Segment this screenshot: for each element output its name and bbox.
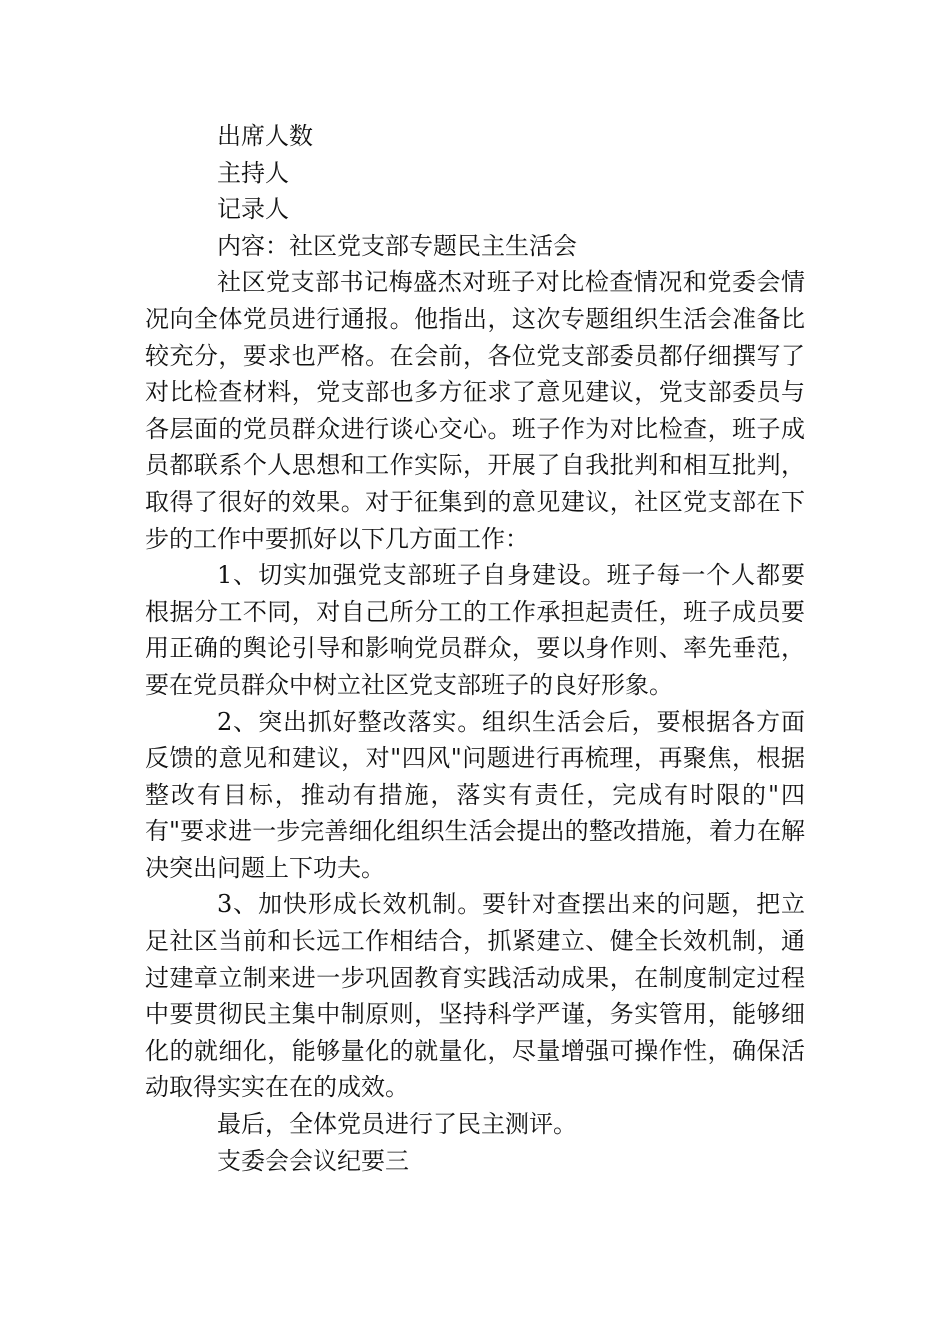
attendance-label: 出席人数 bbox=[217, 122, 313, 150]
host-label: 主持人 bbox=[217, 158, 289, 187]
paragraph-point-2: 2、突出抓好整改落实。组织生活会后，要根据各方面反馈的意见和建议，对"四风"问题进行再梳理，再聚焦，根据整改有目标，推动有措施，落实有责任，完成有时限的"四有"要求进一步完善细化组织生活会提出的整改措施，着力在解决突出问题上下功夫。 bbox=[145, 707, 805, 882]
content-title: 内容：社区党支部专题民主生活会 bbox=[217, 231, 577, 260]
paragraph-point-1: 1、切实加强党支部班子自身建设。班子每一个人都要根据分工不同，对自己所分工的工作承担起责任，班子成员要用正确的舆论引导和影响党员群众，要以身作则、率先垂范，要在党员群众中树立社区党支部班子的良好形象。 bbox=[145, 561, 805, 699]
paragraph-point-3: 3、加快形成长效机制。要针对查摆出来的问题，把立足社区当前和长远工作相结合，抓紧建立、健全长效机制，通过建章立制来进一步巩固教育实践活动成果，在制度制定过程中要贯彻民主集中制原则，坚持科学严谨，务实管用，能够细化的就细化，能够量化的就量化，尽量增强可操作性，确保活动取得实实在在的成效。 bbox=[145, 890, 805, 1102]
recorder-label: 记录人 bbox=[217, 195, 289, 224]
closing-evaluation: 最后，全体党员进行了民主测评。 bbox=[217, 1110, 577, 1139]
document-body bbox=[145, 118, 805, 1179]
paragraph-report: 社区党支部书记梅盛杰对班子对比检查情况和党委会情况向全体党员进行通报。他指出，这次专题组织生活会准备比较充分，要求也严格。在会前，各位党支部委员都仔细撰写了对比检查材料，党支部也多方征求了意见建议，党支部委员与各层面的党员群众进行谈心交心。班子作为对比检查，班子成员都联系个人思想和工作实际，开展了自我批判和相互批判，取得了很好的效果。对于征集到的意见建议，社区党支部在下步的工作中要抓好以下几方面工作： bbox=[145, 268, 805, 553]
next-section-title: 支委会会议纪要三 bbox=[217, 1146, 409, 1175]
